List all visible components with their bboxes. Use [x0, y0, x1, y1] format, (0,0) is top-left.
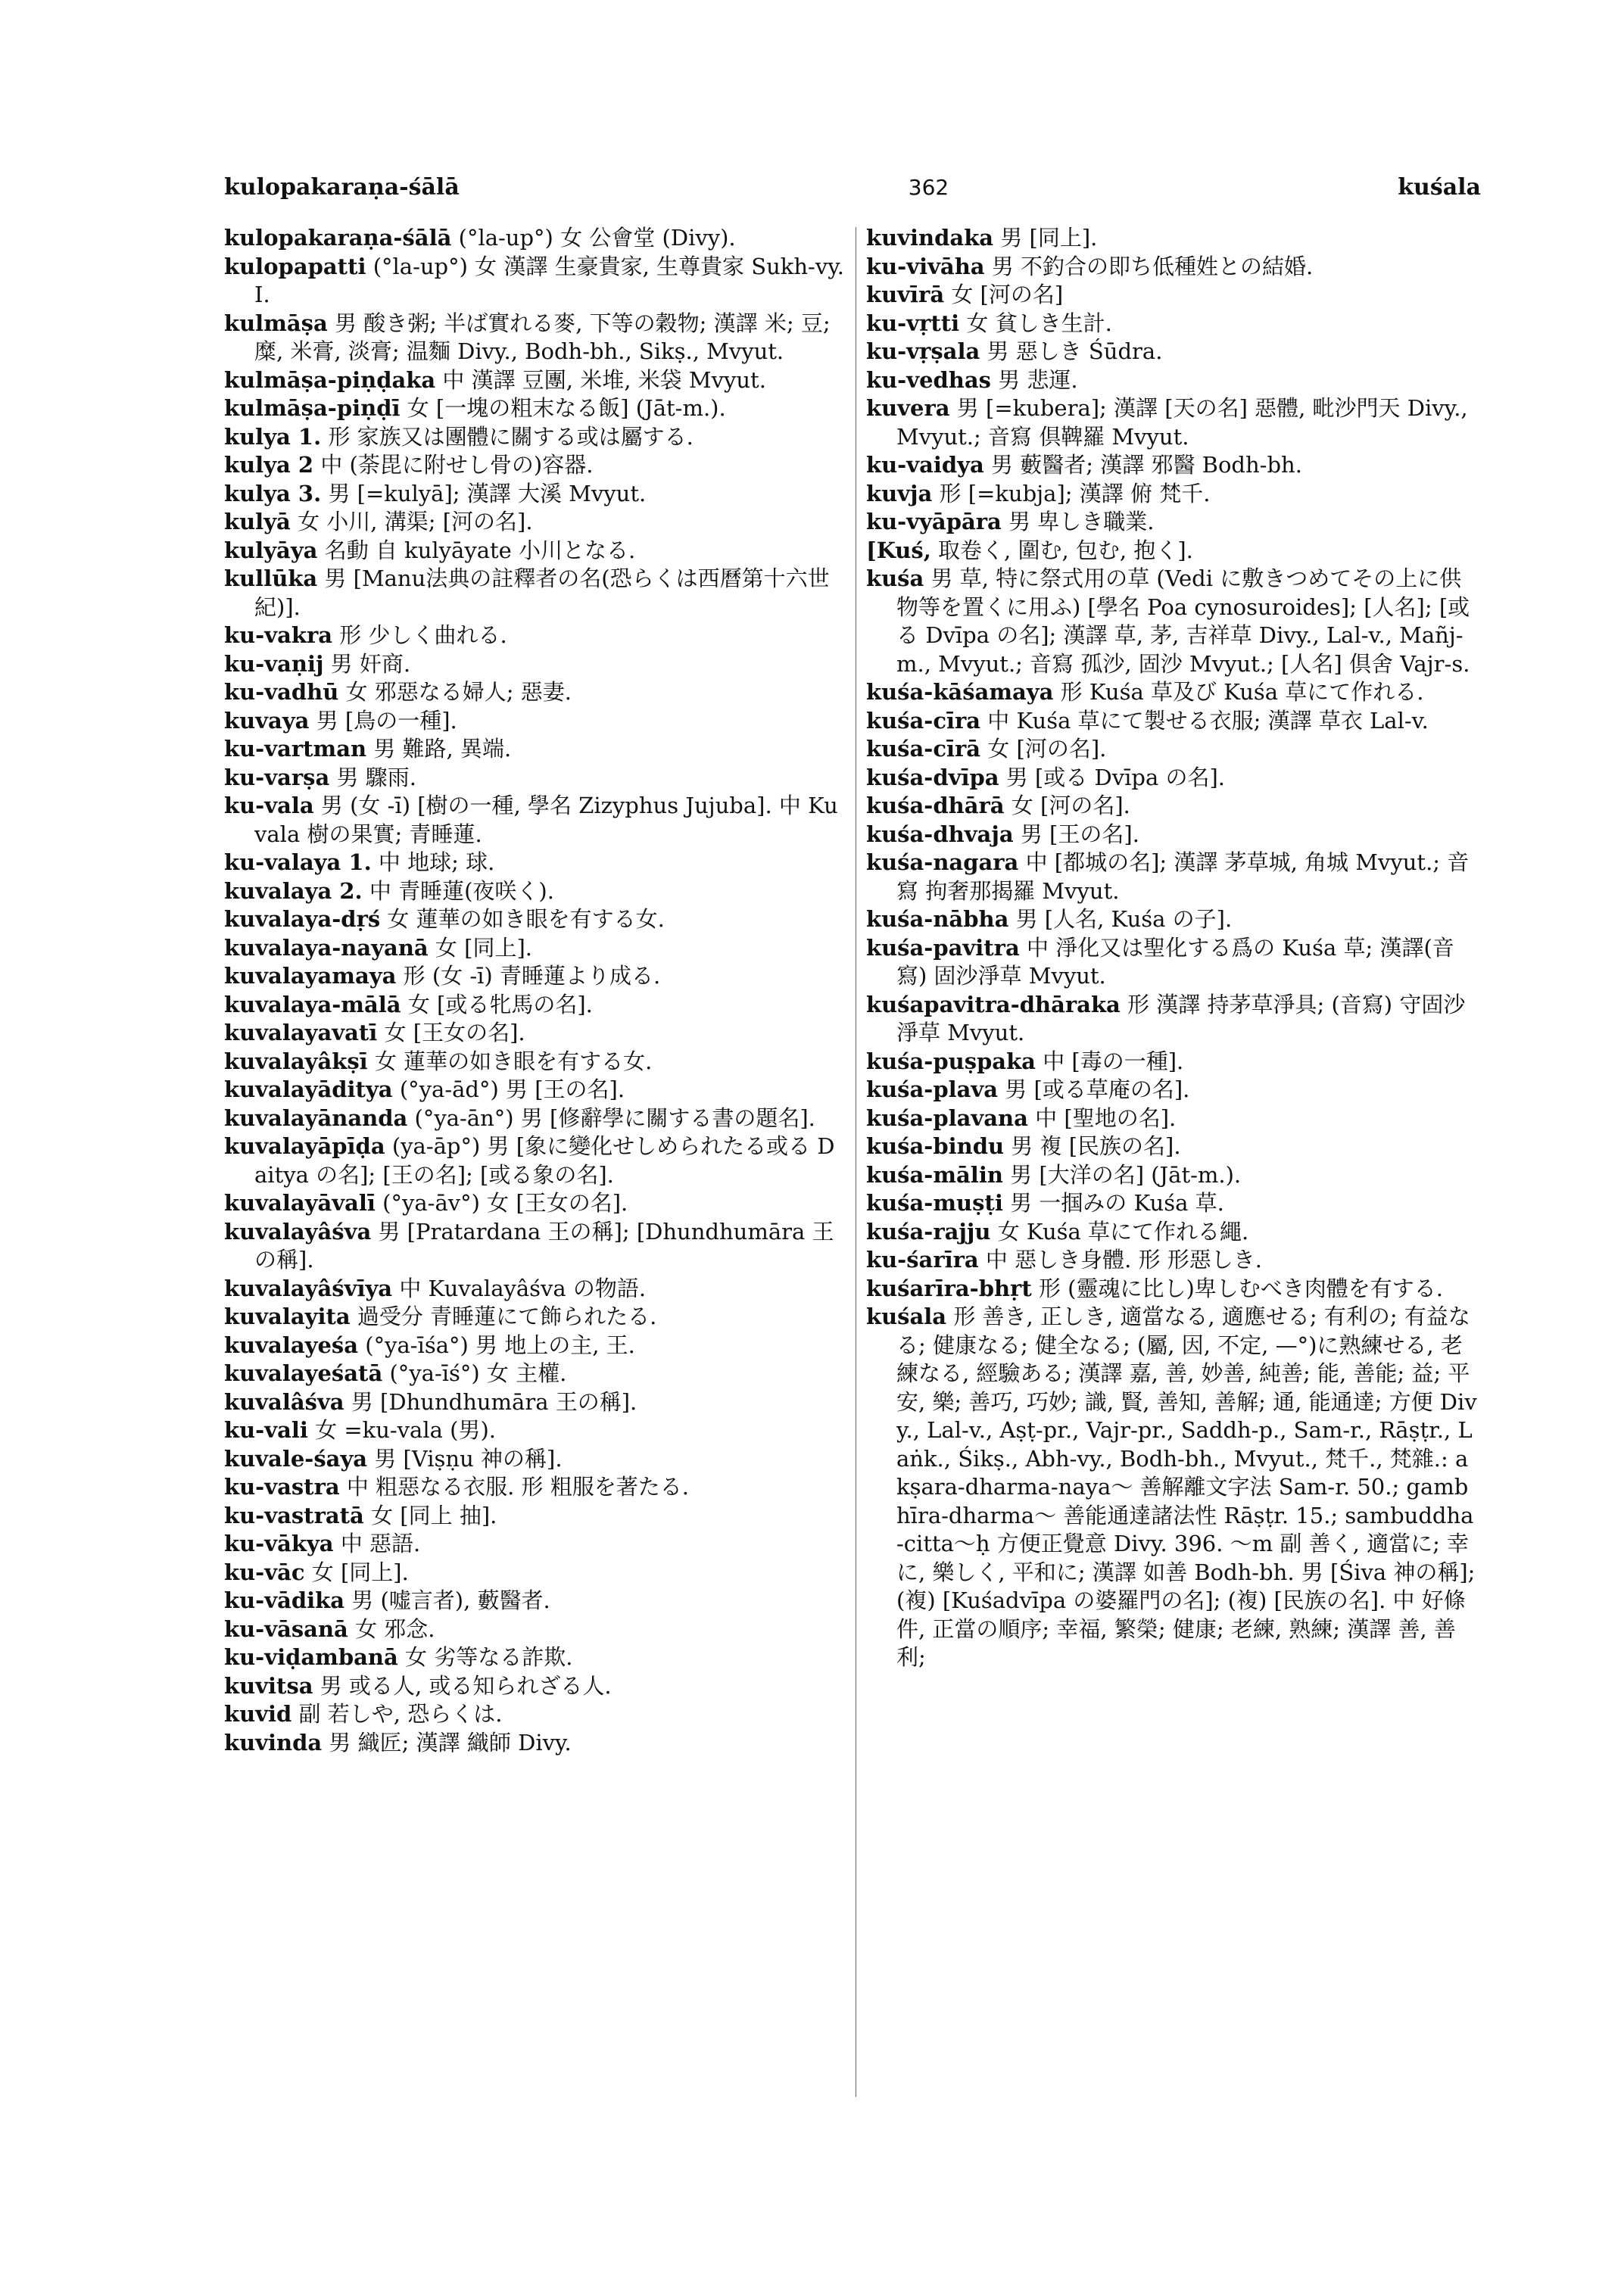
entry-headword: kulopapatti — [224, 253, 366, 279]
entry-definition: 形 (靈魂に比し)卑しむべき肉體を有する. — [1038, 1275, 1444, 1301]
entry-definition: 女 [王女の名]. — [384, 1020, 525, 1045]
entry-headword: kuvitsa — [224, 1672, 313, 1699]
dictionary-entry — [224, 224, 846, 253]
dictionary-entry — [224, 310, 846, 366]
entry-definition: 中 漢譯 豆團, 米堆, 米袋 Mvyut. — [442, 366, 766, 393]
entry-definition: (ya-āp°) 男 [象に變化せしめられたる或る Daitya の名]; [王の名]; [或る象の名]. — [254, 1133, 835, 1188]
dictionary-entry — [866, 1303, 1481, 1672]
entry-headword: ku-vadhū — [224, 679, 339, 705]
entry-definition: 男 [人名, Kuśa の子]. — [1015, 906, 1233, 932]
entry-definition: (°ya-īśa°) 男 地上の主, 王. — [365, 1332, 635, 1358]
entry-definition: 男 [王の名]. — [1020, 821, 1139, 847]
entry-definition: 副 若しや, 恐らくは. — [298, 1701, 503, 1727]
dictionary-entry — [866, 451, 1481, 480]
dictionary-entry — [224, 1700, 846, 1729]
dictionary-entry — [224, 1729, 846, 1758]
dictionary-entry — [866, 1246, 1481, 1275]
entry-definition: 形 漢譯 持茅草淨具; (音寫) 守固沙淨草 Mvyut. — [896, 991, 1466, 1045]
entry-definition: 男 酸き粥; 半ば實れる麥, 下等の穀物; 漢譯 米; 豆; 糜, 米膏, 淡膏; 温麵 Divy., Bodh-bh., Sikṣ., Mvyut. — [254, 310, 831, 364]
entry-headword: ku-vastra — [224, 1474, 340, 1500]
entry-headword: kulmāṣa-piṇḍī — [224, 395, 401, 421]
entry-definition: 男 (嘘言者), 藪醫者. — [351, 1587, 550, 1613]
entry-definition: 取卷く, 圍む, 包む, 抱く]. — [938, 537, 1193, 563]
entry-definition: 男 驟雨. — [336, 764, 416, 790]
dictionary-entry — [866, 1275, 1481, 1304]
entry-definition: 中 惡語. — [340, 1531, 421, 1556]
entry-definition: 女 [河の名] — [951, 282, 1064, 307]
dictionary-entry — [224, 480, 846, 509]
left-column — [224, 224, 846, 2185]
dictionary-entry — [224, 1132, 846, 1189]
entry-headword: kuśarīra-bhṛt — [866, 1275, 1032, 1301]
entry-definition: 中 粗惡なる衣服. 形 粗服を著たる. — [346, 1474, 689, 1500]
entry-definition: 男 或る人, 或る知られざる人. — [320, 1672, 612, 1699]
dictionary-entry — [224, 650, 846, 679]
dictionary-entry — [224, 537, 846, 565]
entry-definition: 男 奸商. — [330, 650, 411, 677]
entry-definition: 男 [Viṣṇu 神の稱]. — [374, 1445, 563, 1472]
entry-definition: 男 [=kulyā]; 漢譯 大溪 Mvyut. — [328, 480, 647, 506]
entry-definition: 中 惡しき身體. 形 形惡しき. — [985, 1247, 1263, 1273]
entry-definition: 女 [同上]. — [311, 1559, 409, 1585]
entry-definition: 男 不釣合の即ち低種姓との結婚. — [991, 253, 1314, 279]
entry-definition: (°ya-īś°) 女 主權. — [389, 1360, 567, 1386]
entry-headword: ku-vartman — [224, 736, 367, 762]
entry-headword: kuśa-mālin — [866, 1161, 1003, 1188]
dictionary-entry — [224, 1076, 846, 1104]
entry-definition: 形 [=kubja]; 漢譯 俯 梵千. — [939, 480, 1211, 506]
dictionary-entry — [224, 934, 846, 963]
dictionary-entry — [866, 905, 1481, 934]
entry-definition: 男 [或る草庵の名]. — [1005, 1076, 1190, 1102]
dictionary-entry — [866, 764, 1481, 793]
entry-headword: kulya 3. — [224, 480, 322, 506]
dictionary-entry — [224, 1048, 846, 1076]
dictionary-entry — [866, 281, 1481, 310]
entry-headword: kuvalayānanda — [224, 1104, 408, 1131]
dictionary-entry — [866, 821, 1481, 849]
dictionary-entry — [224, 877, 846, 906]
entry-headword: kuvalayavatī — [224, 1020, 378, 1045]
dictionary-entry — [866, 508, 1481, 537]
entry-definition: 女 [同上 抽]. — [371, 1502, 497, 1528]
entry-headword: kullūka — [224, 565, 318, 591]
entry-headword: kuvalayāpīḍa — [224, 1133, 385, 1159]
page-header — [224, 168, 1481, 206]
entry-definition: 男 悲運. — [998, 366, 1078, 393]
entry-headword: ku-vakra — [224, 622, 333, 648]
dictionary-entry — [224, 1275, 846, 1304]
entry-definition: 女 [河の名]. — [1011, 793, 1130, 818]
entry-headword: kulyā — [224, 509, 291, 534]
dictionary-entry — [866, 1048, 1481, 1076]
entry-headword: kuvalayâkṣī — [224, 1048, 368, 1074]
entry-definition: 男 (女 -ī) [樹の一種, 學名 Zizyphus Jujuba]. 中 Kuvala 樹の果實; 青睡蓮. — [254, 793, 838, 847]
entry-headword: ku-vṛṣala — [866, 338, 980, 364]
entry-headword: ku-vādika — [224, 1587, 345, 1613]
dictionary-entry — [224, 678, 846, 707]
entry-definition: 女 蓮華の如き眼を有する女. — [387, 906, 665, 932]
entry-headword: kuśa-muṣṭi — [866, 1190, 1003, 1216]
dictionary-entry — [866, 1161, 1481, 1190]
entry-definition: 女 邪念. — [355, 1615, 435, 1642]
dictionary-entry — [224, 508, 846, 537]
entry-headword: kuvalayâśva — [224, 1218, 372, 1245]
entry-headword: ku-valaya 1. — [224, 849, 372, 875]
dictionary-entry — [866, 849, 1481, 905]
running-head-right: kuśala — [1398, 173, 1481, 201]
entry-headword: kuśapavitra-dhāraka — [866, 991, 1121, 1017]
entry-definition: 中 青睡蓮(夜咲く). — [369, 877, 554, 904]
entry-definition: 中 淨化又は聖化する爲の Kuśa 草; 漢譯(音寫) 固沙淨草 Mvyut. — [896, 934, 1454, 989]
entry-definition: 男 [同上]. — [1000, 225, 1098, 251]
entry-definition: 男 [鳥の一種]. — [316, 707, 457, 734]
entry-definition: 男 [Dhundhumāra 王の稱]. — [351, 1388, 637, 1415]
entry-headword: kulmāṣa — [224, 310, 328, 336]
entry-headword: ku-vivāha — [866, 253, 985, 279]
entry-definition: 男 [Pratardana 王の稱]; [Dhundhumāra 王の稱]. — [254, 1218, 834, 1273]
entry-headword: kuvalayāvalī — [224, 1190, 376, 1216]
entry-headword: ku-vaidya — [866, 452, 984, 478]
entry-definition: 女 劣等なる詐欺. — [405, 1644, 573, 1670]
entry-headword: kulyāya — [224, 537, 318, 563]
entry-headword: ku-vali — [224, 1417, 308, 1443]
entry-headword: ku-vyāpāra — [866, 509, 1002, 534]
entry-definition: 男 織匠; 漢譯 織師 Divy. — [329, 1729, 572, 1756]
entry-definition: 形 家族又は團體に關する或は屬する. — [328, 423, 694, 450]
dictionary-entry — [224, 764, 846, 793]
dictionary-entry — [224, 1530, 846, 1559]
entry-definition: 男 一掴みの Kuśa 草. — [1010, 1190, 1224, 1216]
entry-definition: 男 [Manu法典の註釋者の名(恐らくは西曆第十六世紀)]. — [254, 565, 830, 620]
entry-headword: ku-vṛtti — [866, 310, 960, 336]
entry-headword: ku-vala — [224, 793, 314, 818]
entry-headword: kuśa-pavitra — [866, 934, 1020, 961]
dictionary-entry — [866, 707, 1481, 736]
entry-headword: kuvaya — [224, 707, 310, 734]
entry-headword: kuvalayeśatā — [224, 1360, 383, 1386]
page-number: 362 — [908, 174, 949, 200]
dictionary-entry — [866, 394, 1481, 451]
entry-definition: 男 [=kubera]; 漢譯 [天の名] 惡體, 毗沙門天 Divy., Mvyut.; 音寫 倶鞞羅 Mvyut. — [896, 395, 1468, 450]
entry-headword: kuvale-śaya — [224, 1445, 368, 1472]
entry-headword: kuśa-rajju — [866, 1218, 991, 1245]
entry-definition: 女 貧しき生計. — [966, 310, 1112, 336]
dictionary-entry — [866, 224, 1481, 253]
entry-definition: 中 Kuvalayâśva の物語. — [399, 1275, 647, 1301]
entry-headword: kuśa-dhvaja — [866, 821, 1014, 847]
entry-headword: kuśala — [866, 1304, 947, 1329]
dictionary-entry — [866, 366, 1481, 395]
entry-definition: 中 [毒の一種]. — [1043, 1048, 1184, 1074]
entry-definition: (°la-up°) 女 漢譯 生豪貴家, 生尊貴家 Sukh-vy. I. — [254, 253, 844, 307]
entry-headword: kuśa-cīrā — [866, 736, 981, 762]
dictionary-entry — [224, 1615, 846, 1644]
dictionary-entry — [866, 1076, 1481, 1104]
dictionary-entry — [866, 310, 1481, 338]
entry-headword: kuvalayita — [224, 1304, 351, 1329]
entry-headword: kuvalaya-mālā — [224, 991, 401, 1017]
entry-headword: kulopakaraṇa-śālā — [224, 225, 452, 251]
dictionary-entry — [224, 565, 846, 622]
dictionary-entry — [866, 565, 1481, 678]
dictionary-entry — [866, 253, 1481, 282]
dictionary-entry — [224, 1502, 846, 1531]
dictionary-entry — [224, 1218, 846, 1275]
entry-headword: kulmāṣa-piṇḍaka — [224, 366, 436, 393]
dictionary-entry — [224, 253, 846, 310]
entry-headword: kuśa-nābha — [866, 906, 1009, 932]
entry-headword: kuśa — [866, 565, 924, 591]
dictionary-entry — [224, 366, 846, 395]
entry-definition: 形 (女 -ī) 青睡蓮より成る. — [403, 963, 661, 989]
dictionary-entry — [224, 451, 846, 480]
entry-definition: 形 善き, 正しき, 適當なる, 適應せる; 有利の; 有益なる; 健康なる; 健全なる; (屬, 因, 不定, —°)に熟練せる, 老練なる, 經驗ある; 漢譯 嘉, 善, 妙善, 純善; 能, 善能; 益; 平安, 樂; 善巧, 巧妙; 識, 賢, 善知, 善解; 通, 能通達; 方便 Divy., Lal-v., Aṣṭ-pr., Vajr-pr., Saddh-p., Sam-r., Rāṣṭr., Laṅk., Śikṣ., Abh-vy., Bodh-bh., Mvyut., 梵千., 梵雜.: akṣara-dharma-naya〜 善解離文字法 Sam-r. 50.; gambhīra-dharma〜 善能通達諸法性 Rāṣṭr. 15.; sambuddha-citta〜ḥ 方便正覺意 Divy. 396. 〜m 副 善く, 適當に; 幸に, 樂しく, 平和に; 漢譯 如善 Bodh-bh. 男 [Śiva 神の稱]; (複) [Kuśadvīpa の婆羅門の名]; (複) [民族の名]. 中 好條件, 正當の順序; 幸福, 繁榮; 健康; 老練, 熟練; 漢譯 善, 善利; — [896, 1304, 1477, 1670]
dictionary-entry — [224, 1104, 846, 1133]
entry-definition: 男 藪醫者; 漢譯 邪醫 Bodh-bh. — [991, 452, 1302, 478]
entry-definition: 男 [大洋の名] (Jāt-m.). — [1010, 1161, 1242, 1188]
dictionary-entry — [224, 1672, 846, 1701]
entry-headword: kuvalayāditya — [224, 1076, 393, 1102]
dictionary-entry — [866, 934, 1481, 991]
dictionary-entry — [866, 1104, 1481, 1133]
right-column — [866, 224, 1481, 2185]
entry-definition: (°ya-ān°) 男 [修辭學に關する書の題名]. — [414, 1104, 815, 1131]
entry-headword: kuśa-dhārā — [866, 793, 1005, 818]
dictionary-entry — [224, 1445, 846, 1474]
dictionary-entry — [866, 735, 1481, 764]
entry-definition: 中 Kuśa 草にて製せる衣服; 漢譯 草衣 Lal-v. — [987, 707, 1429, 734]
entry-headword: kuśa-plava — [866, 1076, 999, 1102]
dictionary-entry — [224, 1332, 846, 1360]
entry-headword: ku-vāsanā — [224, 1615, 348, 1642]
entry-definition: 形 少しく曲れる. — [339, 622, 507, 648]
entry-headword: kulya 1. — [224, 423, 322, 450]
entry-definition: 中 [都城の名]; 漢譯 茅草城, 角城 Mvyut.; 音寫 拘奢那揭羅 Mvyut. — [896, 849, 1470, 904]
entry-headword: ku-vedhas — [866, 366, 991, 393]
entry-definition: 女 [同上]. — [435, 934, 532, 961]
entry-definition: 男 惡しき Śūdra. — [987, 338, 1163, 364]
dictionary-entry — [866, 792, 1481, 821]
entry-definition: (°la-up°) 女 公會堂 (Divy). — [458, 225, 736, 251]
entry-headword: kuvalaya 2. — [224, 877, 363, 904]
entry-definition: 名動 自 kulyāyate 小川となる. — [324, 537, 636, 563]
entry-headword: kuvindaka — [866, 225, 994, 251]
dictionary-entry — [224, 1360, 846, 1388]
entry-headword: ku-vaṇij — [224, 650, 324, 677]
entry-definition: 女 [一塊の粗末なる飯] (Jāt-m.). — [407, 395, 726, 421]
dictionary-entry — [224, 622, 846, 650]
dictionary-entry — [224, 1416, 846, 1445]
dictionary-entry — [224, 1303, 846, 1332]
entry-headword: kuvinda — [224, 1729, 323, 1756]
entry-definition: (°ya-āv°) 女 [王女の名]. — [382, 1190, 628, 1216]
dictionary-entry — [866, 1218, 1481, 1247]
entry-definition: 女 [河の名]. — [987, 736, 1107, 762]
entry-headword: kuvalayâśvīya — [224, 1275, 393, 1301]
entry-definition: 女 邪惡なる婦人; 惡妻. — [345, 679, 572, 705]
entry-headword: kuvalayeśa — [224, 1332, 359, 1358]
entry-headword: kuvīrā — [866, 282, 945, 307]
entry-headword: kuśa-cīra — [866, 707, 981, 734]
dictionary-entry — [224, 1019, 846, 1048]
entry-headword: kuvalaya-dṛś — [224, 906, 381, 932]
dictionary-entry — [224, 849, 846, 877]
entry-headword: kuśa-plavana — [866, 1104, 1028, 1131]
entry-headword: kuśa-kāśamaya — [866, 679, 1054, 705]
entry-headword: ku-śarīra — [866, 1247, 979, 1273]
dictionary-entry — [224, 1643, 846, 1672]
entry-headword: kuvalâśva — [224, 1388, 344, 1415]
dictionary-entry — [224, 991, 846, 1020]
entry-definition: 男 [或る Dvīpa の名]. — [1005, 764, 1226, 790]
dictionary-entry — [866, 1132, 1481, 1161]
entry-definition: (°ya-ād°) 男 [王の名]. — [399, 1076, 625, 1102]
entry-headword: ku-varṣa — [224, 764, 330, 790]
entry-definition: 男 卑しき職業. — [1008, 509, 1155, 534]
dictionary-entry — [224, 1473, 846, 1502]
entry-definition: 男 草, 特に祭式用の草 (Vedi に敷きつめてその上に供物等を置くに用ふ) [學名 Poa cynosuroides]; [人名]; [或る Dvīpa の名]; 漢譯 草, 茅, 吉祥草 Divy., Lal-v., Mañj-m., Mvyut.; 音寫 孤沙, 固沙 Mvyut.; [人名] 倶舍 Vajr-s. — [896, 565, 1470, 677]
dictionary-entry — [866, 991, 1481, 1048]
entry-definition: 男 複 [民族の名]. — [1011, 1133, 1181, 1159]
dictionary-entry — [866, 480, 1481, 509]
entry-definition: 男 難路, 異端. — [373, 736, 512, 762]
dictionary-entry — [224, 1559, 846, 1587]
dictionary-entry — [224, 905, 846, 934]
dictionary-entry — [224, 707, 846, 736]
entry-definition: 中 (荼毘に附せし骨の)容器. — [320, 452, 594, 478]
dictionary-entry — [224, 792, 846, 849]
entry-headword: ku-viḍambanā — [224, 1644, 398, 1670]
entry-definition: 中 [聖地の名]. — [1035, 1104, 1177, 1131]
entry-headword: kuvid — [224, 1701, 292, 1727]
dictionary-entry — [866, 537, 1481, 565]
entry-headword: kuvja — [866, 480, 933, 506]
entry-definition: 女 蓮華の如き眼を有する女. — [374, 1048, 653, 1074]
dictionary-entry — [224, 423, 846, 452]
entry-headword: ku-vāc — [224, 1559, 305, 1585]
entry-definition: 女 =ku-vala (男). — [315, 1417, 496, 1443]
entry-headword: kuvalaya-nayanā — [224, 934, 429, 961]
dictionary-entry — [866, 678, 1481, 707]
dictionary-entry — [224, 1189, 846, 1218]
dictionary-entry — [224, 1587, 846, 1615]
entry-headword: kuśa-bindu — [866, 1133, 1005, 1159]
entry-headword: kuśa-nagara — [866, 849, 1019, 875]
entry-definition: 形 Kuśa 草及び Kuśa 草にて作れる. — [1060, 679, 1424, 705]
entry-headword: [Kuś, — [866, 537, 931, 563]
dictionary-entry — [224, 1388, 846, 1417]
entry-headword: kulya 2 — [224, 452, 314, 478]
entry-headword: ku-vastratā — [224, 1502, 364, 1528]
entry-definition: 中 地球; 球. — [378, 849, 495, 875]
entry-headword: kuvalayamaya — [224, 963, 397, 989]
entry-headword: kuvera — [866, 395, 950, 421]
dictionary-entry — [866, 338, 1481, 366]
dictionary-entry — [866, 1189, 1481, 1218]
entry-definition: 女 [或る牝馬の名]. — [407, 991, 593, 1017]
entry-definition: 過受分 青睡蓮にて飾られたる. — [357, 1304, 657, 1329]
dictionary-entry — [224, 394, 846, 423]
entry-headword: kuśa-puṣpaka — [866, 1048, 1036, 1074]
entry-headword: kuśa-dvīpa — [866, 764, 999, 790]
entry-headword: ku-vākya — [224, 1531, 334, 1556]
running-head-left: kulopakaraṇa-śālā — [224, 173, 460, 201]
entry-definition: 女 小川, 溝渠; [河の名]. — [298, 509, 533, 534]
dictionary-entry — [224, 735, 846, 764]
entry-definition: 女 Kuśa 草にて作れる繩. — [997, 1218, 1249, 1245]
dictionary-entry — [224, 962, 846, 991]
